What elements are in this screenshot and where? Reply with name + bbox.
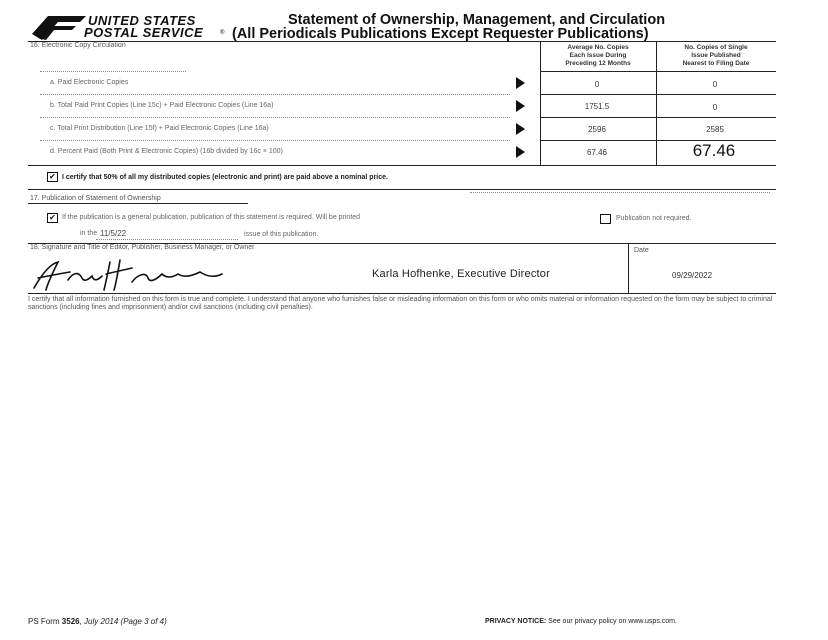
signature-date: 09/29/2022	[672, 271, 713, 280]
section-18-heading: 18. Signature and Title of Editor, Publisher, Business Manager, or Owner	[30, 244, 255, 251]
row-16d-average: 67.46	[586, 148, 608, 157]
row-16c-single: 2585	[706, 125, 724, 134]
row-16a-label: a. Paid Electronic Copies	[50, 79, 129, 86]
publication-not-required-text: Publication not required.	[616, 215, 692, 222]
row-16c-label: c. Total Print Distribution (Line 15f) + Paid Electronic Copies (Line 16a)	[50, 125, 269, 132]
signature-icon	[28, 256, 228, 294]
logo-line-2: POSTAL SERVICE	[84, 25, 204, 40]
section-16-heading: 16. Electronic Copy Circulation	[30, 42, 126, 49]
logo-line-1: UNITED STATES	[88, 13, 196, 28]
row-16a-arrow-icon	[516, 77, 525, 89]
form-title: Statement of Ownership, Management, and Circulation	[288, 12, 666, 28]
row-16c-average: 2596	[588, 125, 606, 134]
form-identifier: PS Form 3526, July 2014 (Page 3 of 4)	[28, 617, 167, 626]
row-16d-arrow-icon	[516, 146, 525, 158]
publication-required-text: If the publication is a general publication, publication of this statement is required. Will be printed	[62, 214, 361, 221]
row-16b-single: 0	[712, 103, 718, 112]
row-16a-single: 0	[712, 80, 718, 89]
logo-trademark: ®	[220, 30, 225, 36]
row-16b-label: b. Total Paid Print Copies (Line 15c) + Paid Electronic Copies (Line 16a)	[50, 102, 274, 109]
signer-name-title: Karla Hofhenke, Executive Director	[372, 268, 550, 280]
row-16d-label: d. Percent Paid (Both Print & Electronic Copies) (16b divided by 16c × 100)	[50, 148, 283, 155]
col-header-average: Average No. Copies Each Issue During Preceding 12 Months	[565, 44, 631, 67]
row-16b-average: 1751.5	[584, 102, 610, 111]
in-the-label: in the	[80, 230, 98, 237]
row-16b-arrow-icon	[516, 100, 525, 112]
publication-required-checkbox[interactable]: ✔	[47, 213, 58, 223]
row-16d-single: 67.46	[692, 141, 736, 160]
row-16a-average: 0	[594, 80, 600, 89]
date-label: Date	[634, 247, 649, 254]
usps-eagle-logo-icon	[28, 12, 86, 42]
col-header-single-issue: No. Copies of Single Issue Published Nearest to Filing Date	[682, 44, 750, 67]
certify-50-percent-text: I certify that 50% of all my distributed copies (electronic and print) are paid above a nominal price.	[62, 174, 388, 181]
issue-suffix-text: issue of this publication.	[244, 231, 319, 238]
privacy-notice: PRIVACY NOTICE: See our privacy policy on www.usps.com.	[485, 618, 677, 625]
certify-50-percent-checkbox[interactable]: ✔	[47, 172, 58, 182]
form-subtitle: (All Periodicals Publications Except Requester Publications)	[232, 26, 649, 42]
row-16c-arrow-icon	[516, 123, 525, 135]
publication-not-required-checkbox[interactable]	[600, 214, 611, 224]
certification-paragraph: I certify that all information furnished on this form is true and complete. I understand that anyone who furnishes false or misleading information on this form or who omits material or information requested on the form may be subject to criminal sanctions (including fines and imprisonment) and/or civil sanctions (including civil penalties).	[28, 296, 773, 311]
section-17-heading: 17. Publication of Statement of Ownership	[30, 195, 161, 202]
issue-date-field[interactable]: 11/5/22	[100, 229, 127, 238]
privacy-policy-link[interactable]: See our privacy policy on www.usps.com.	[548, 618, 677, 625]
